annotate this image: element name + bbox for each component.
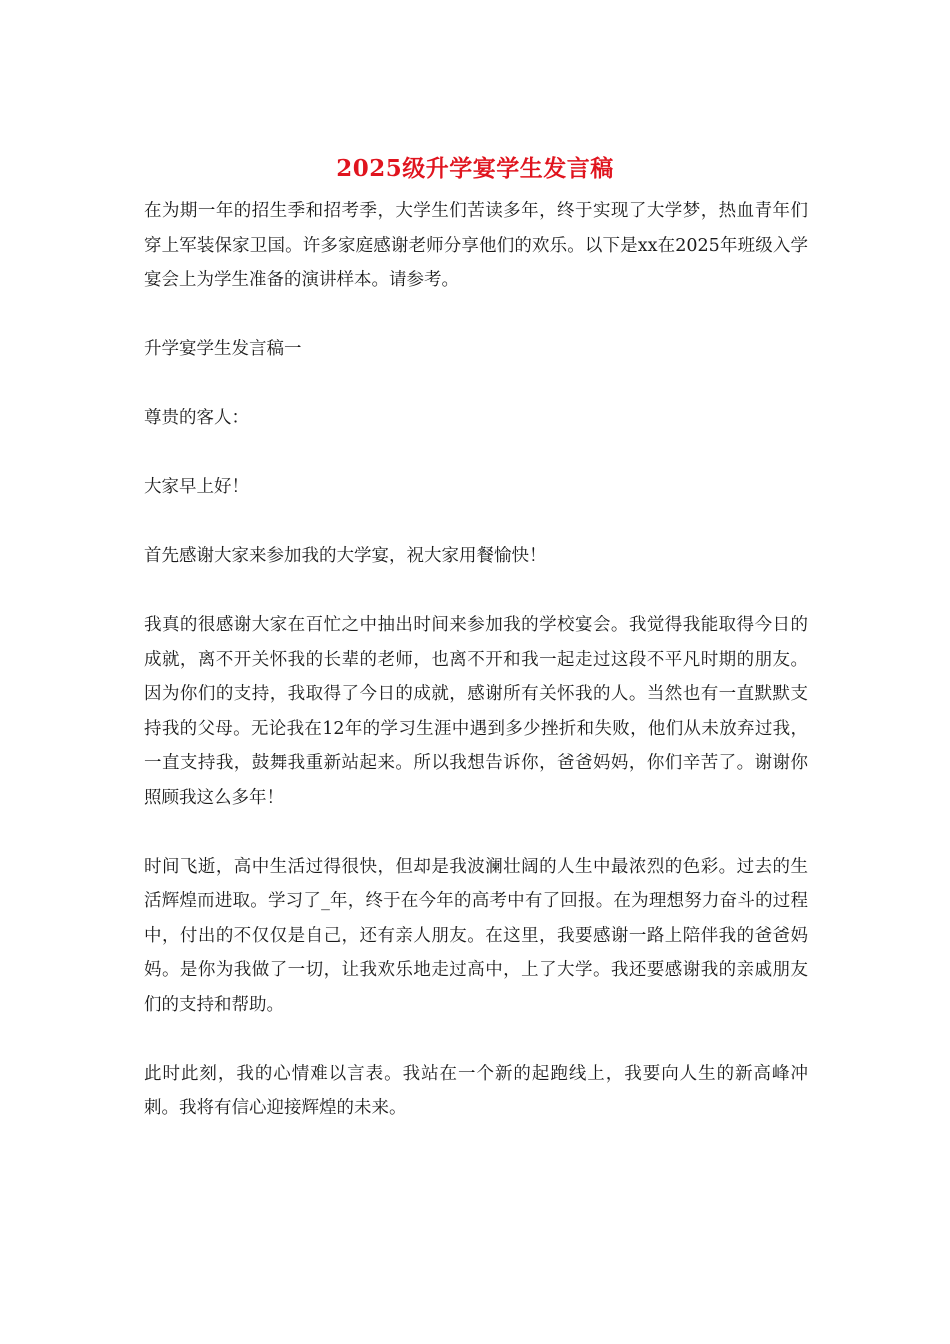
high-school-paragraph: 时间飞逝，高中生活过得很快，但却是我波澜壮阔的人生中最浓烈的色彩。过去的生活辉煌而进取。学习了_年，终于在今年的高考中有了回报。在为理想努力奋斗的过程中，付出的不仅仅是自己，还有亲人朋友。在这里，我要感谢一路上陪伴我的爸爸妈妈。是你为我做了一切，让我欢乐地走过高中，上了大学。我还要感谢我的亲戚朋友们的支持和帮助。 xyxy=(144,856,808,1015)
intro-paragraph: 在为期一年的招生季和招考季，大学生们苦读多年，终于实现了大学梦，热血青年们穿上军装保家卫国。许多家庭感谢老师分享他们的欢乐。以下是xx在2025年班级入学宴会上为学生准备的演讲样本。请参考。 xyxy=(144,201,808,290)
salutation: 尊贵的客人： xyxy=(144,408,249,428)
opening-thanks-paragraph: 首先感谢大家来参加我的大学宴，祝大家用餐愉快！ xyxy=(144,546,547,566)
closing-paragraph: 此时此刻，我的心情难以言表。我站在一个新的起跑线上，我要向人生的新高峰冲刺。我将有信心迎接辉煌的未来。 xyxy=(144,1063,808,1118)
document-body xyxy=(144,194,808,1160)
greeting: 大家早上好！ xyxy=(144,477,249,497)
section-heading: 升学宴学生发言稿一 xyxy=(144,339,302,359)
document-title: 2025级升学宴学生发言稿 xyxy=(336,155,614,182)
gratitude-paragraph: 我真的很感谢大家在百忙之中抽出时间来参加我的学校宴会。我觉得我能取得今日的成就，离不开关怀我的长辈的老师，也离不开和我一起走过这段不平凡时期的朋友。因为你们的支持，我取得了今日的成就，感谢所有关怀我的人。当然也有一直默默支持我的父母。无论我在12年的学习生涯中遇到多少挫折和失败，他们从未放弃过我，一直支持我，鼓舞我重新站起来。所以我想告诉你，爸爸妈妈，你们辛苦了。谢谢你照顾我这么多年！ xyxy=(144,615,808,808)
